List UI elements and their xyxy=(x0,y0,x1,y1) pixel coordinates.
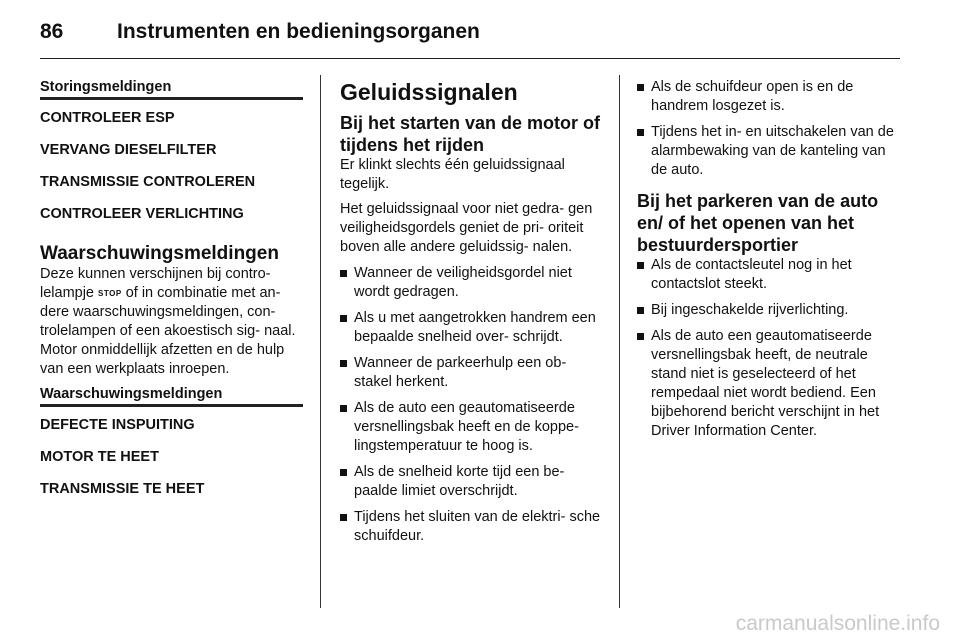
page-title: Instrumenten en bedieningsorganen xyxy=(117,20,480,43)
column-3 xyxy=(637,78,900,441)
waarschuwing-item: TRANSMISSIE TE HEET xyxy=(40,481,205,497)
waarschuwing-item: DEFECTE INSPUITING xyxy=(40,417,195,433)
bullet-icon xyxy=(340,405,347,412)
list-item xyxy=(340,399,603,456)
list-item xyxy=(340,264,603,302)
list-item xyxy=(637,301,900,320)
watermark: carmanualsonline.info xyxy=(735,612,940,635)
list-item-text: Tijdens het sluiten van de elektri- sche schuifdeur. xyxy=(354,509,601,544)
waarschuwing-title: Waarschuwingsmeldingen xyxy=(40,243,279,264)
list-item-text: Tijdens het in- en uitschakelen van de alarmbewaking van de kanteling van de auto. xyxy=(651,124,894,178)
paragraph: Het geluidssignaal voor niet gedra- gen veiligheidsgordels geniet de pri- oriteit boven alle andere geluidssig- nalen. xyxy=(340,201,593,255)
storing-item: CONTROLEER ESP xyxy=(40,110,175,126)
list-item-text: Wanneer de parkeerhulp een ob- stakel herkent. xyxy=(354,355,567,390)
bullet-icon xyxy=(637,307,644,314)
stop-icon: STOP xyxy=(98,289,122,298)
list-item-text: Als de snelheid korte tijd een be- paalde limiet overschrijdt. xyxy=(354,464,565,499)
column-divider-1 xyxy=(320,75,321,608)
bullet-icon xyxy=(340,270,347,277)
section-title: Geluidssignalen xyxy=(340,79,518,105)
list-item-text: Als de schuifdeur open is en de handrem losgezet is. xyxy=(651,79,854,114)
list-item xyxy=(637,256,900,294)
column-2 xyxy=(340,78,603,546)
intro-text-after: of in combinatie met an- dere waarschuwingsmeldingen, con- trolelampen of een akoestisch sig- naal. Motor onmiddellijk afzetten en de hulp van een werkplaats inroepen. xyxy=(40,285,296,377)
section-subtitle: Bij het parkeren van de auto en/ of het openen van het bestuurdersportier xyxy=(637,191,879,255)
list-item xyxy=(637,327,900,441)
storing-heading: Storingsmeldingen xyxy=(40,78,303,100)
storing-item: TRANSMISSIE CONTROLEREN xyxy=(40,174,256,190)
storing-item: CONTROLEER VERLICHTING xyxy=(40,206,244,222)
list-item-text: Als de auto een geautomatiseerde versnellingsbak heeft en de koppe- lingstemperatuur te hoog is. xyxy=(354,400,579,454)
list-item-text: Als u met aangetrokken handrem een bepaalde snelheid over- schrijdt. xyxy=(354,310,596,345)
storing-item: VERVANG DIESELFILTER xyxy=(40,142,217,158)
bullet-icon xyxy=(340,315,347,322)
bullet-icon xyxy=(340,360,347,367)
list-item xyxy=(637,123,900,180)
list-item xyxy=(637,78,900,116)
waarschuwing-item: MOTOR TE HEET xyxy=(40,449,159,465)
list-item xyxy=(340,354,603,392)
list-item-text: Als de contactsleutel nog in het contactslot steekt. xyxy=(651,257,852,292)
paragraph: Er klinkt slechts één geluidssignaal tegelijk. xyxy=(340,157,565,192)
waarschuwing-intro xyxy=(40,265,303,379)
list-item-text: Bij ingeschakelde rijverlichting. xyxy=(651,302,849,318)
bullet-icon xyxy=(340,514,347,521)
list-item-text: Als de auto een geautomatiseerde versnellingsbak heeft, de neutrale stand niet is geselecteerd of het rempedaal niet wordt bediend. Een bijbehorend bericht verschijnt in het Driver Information Center. xyxy=(651,328,880,439)
column-1 xyxy=(40,78,303,498)
header-rule xyxy=(40,58,900,59)
intro-text-before: Deze kunnen verschijnen bij contro- lelampje xyxy=(40,266,271,301)
bullet-icon xyxy=(637,333,644,340)
list-item xyxy=(340,508,603,546)
bullet-icon xyxy=(637,262,644,269)
list-item-text: Wanneer de veiligheidsgordel niet wordt gedragen. xyxy=(354,265,572,300)
bullet-icon xyxy=(340,469,347,476)
bullet-icon xyxy=(637,129,644,136)
bullet-icon xyxy=(637,84,644,91)
list-item xyxy=(340,309,603,347)
section-subtitle: Bij het starten van de motor of tijdens het rijden xyxy=(340,113,601,155)
column-divider-2 xyxy=(619,75,620,608)
waarschuwing-heading: Waarschuwingsmeldingen xyxy=(40,385,303,407)
page-number: 86 xyxy=(40,20,64,43)
list-item xyxy=(340,463,603,501)
